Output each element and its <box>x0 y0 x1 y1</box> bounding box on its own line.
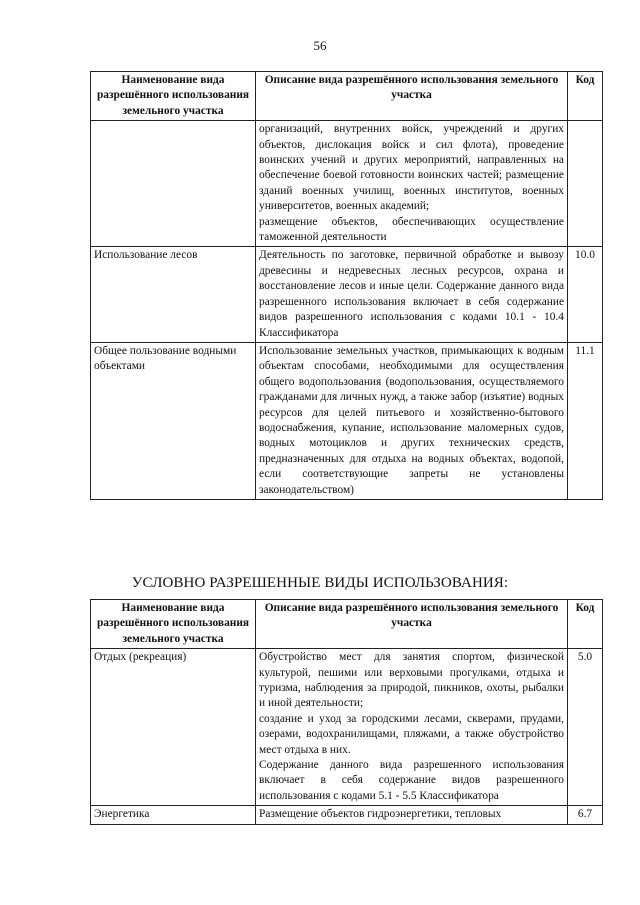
description-paragraph: Обустройство мест для занятия спортом, физической культурой, пешими или верховыми прогулками, отдыха и туризма, наблюдения за природой, пикников, охоты, рыбалки и иной деятельности; <box>259 651 564 710</box>
table-row <box>91 342 603 499</box>
description-paragraph: создание и уход за городскими лесами, скверами, прудами, озерами, водохранилищами, пляжами, а также обустройство мест отдыха в них. <box>259 712 564 756</box>
table-row <box>91 121 603 247</box>
description-paragraph: размещение объектов, обеспечивающих осуществление таможенной деятельности <box>259 215 564 244</box>
description-paragraph: Содержание данного вида разрешенного использования включает в себя содержание видов разрешенного использования с кодами 5.1 - 5.5 Классификатора <box>259 759 564 802</box>
header-description: Описание вида разрешённого использования земельного участка <box>256 72 568 121</box>
row-name: Общее пользование водными объектами <box>91 342 256 499</box>
table-header-row <box>91 72 603 121</box>
row-description <box>256 806 568 824</box>
description-paragraph: Использование земельных участков, примыкающих к водным объектам способами, необходимыми для осуществления общего водопользования (водопользования, осуществляемого гражданами для личных нужд, а также забор (изъятие) водных ресурсов для целей питьевого и хозяйственно-бытового водоснабжения, купание, использование маломерных судов, водных мотоциклов и других технических средств, предназначенных для отдыха на водных объектах, водопой, если соответствующие запреты не установлены законодательством) <box>259 344 564 496</box>
row-description <box>256 247 568 342</box>
row-description <box>256 342 568 499</box>
row-name: Отдых (рекреация) <box>91 649 256 806</box>
row-description <box>256 121 568 247</box>
table-row <box>91 247 603 342</box>
table-row <box>91 806 603 824</box>
description-paragraph: организаций, внутренних войск, учреждений и других объектов, дислокация войск и сил флота), проведение воинских учений и других мероприятий, направленных на обеспечение боевой готовности воинских частей; размещение зданий военных училищ, военных институтов, военных университетов, военных академий; <box>259 123 564 213</box>
row-code: 5.0 <box>568 649 603 806</box>
row-name <box>91 121 256 247</box>
table-header-row <box>91 600 603 649</box>
page-number: 56 <box>313 38 327 53</box>
row-description <box>256 649 568 806</box>
row-code: 10.0 <box>568 247 603 342</box>
row-code: 6.7 <box>568 806 603 824</box>
header-name: Наименование вида разрешённого использования земельного участка <box>91 600 256 649</box>
description-paragraph: Деятельность по заготовке, первичной обработке и вывозу древесины и недревесных лесных ресурсов, охрана и восстановление лесов и иные цели. Содержание данного вида разрешенного использования включает в себя содержание видов разрешенного использования с кодами 10.1 - 10.4 Классификатора <box>259 249 564 339</box>
land-use-table-main <box>90 71 603 500</box>
row-code <box>568 121 603 247</box>
row-name: Использование лесов <box>91 247 256 342</box>
land-use-table-conditional <box>90 599 603 825</box>
header-code: Код <box>568 72 603 121</box>
row-code: 11.1 <box>568 342 603 499</box>
table-row <box>91 649 603 806</box>
section-heading: УСЛОВНО РАЗРЕШЕННЫЕ ВИДЫ ИСПОЛЬЗОВАНИЯ: <box>131 575 509 591</box>
description-paragraph: Размещение объектов гидроэнергетики, тепловых <box>259 808 502 821</box>
row-name: Энергетика <box>91 806 256 824</box>
header-name: Наименование вида разрешённого использования земельного участка <box>91 72 256 121</box>
header-code: Код <box>568 600 603 649</box>
header-description: Описание вида разрешённого использования земельного участка <box>256 600 568 649</box>
